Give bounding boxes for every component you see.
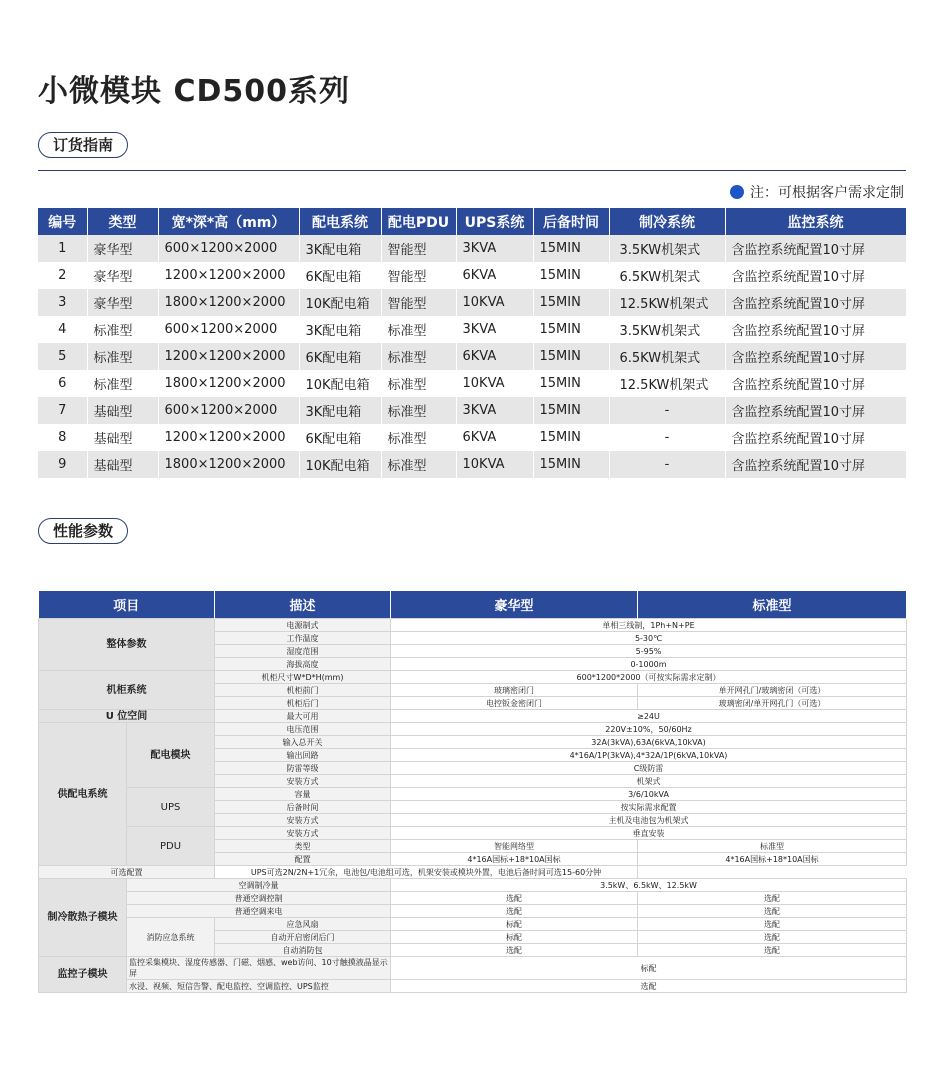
page-title: 小微模块 CD500系列 [38,74,350,109]
order-cell: 1800×1200×2000 [158,370,299,397]
order-cell: 6K配电箱 [299,343,381,370]
order-cell: - [609,451,725,478]
value-cell: 220V±10%，50/60Hz [391,723,907,736]
desc-cell: 电源制式 [215,619,391,632]
order-cell: 3K配电箱 [299,316,381,343]
table-row [39,905,907,918]
order-cell: 10KVA [456,289,533,316]
order-cell: - [609,424,725,451]
table-row [39,879,907,892]
order-cell: 600×1200×2000 [158,316,299,343]
order-cell: 10KVA [456,451,533,478]
desc-cell: 安装方式 [215,814,391,827]
value-cell: 电控钣金密闭门 [391,697,638,710]
order-cell: 6KVA [456,424,533,451]
desc-cell: 自动消防包 [215,944,391,957]
perf-header-standard: 标准型 [638,591,907,619]
table-row [39,866,907,879]
table-row [39,957,907,980]
order-cell: 600×1200×2000 [158,397,299,424]
desc-cell: 后备时间 [215,801,391,814]
table-row [39,619,907,632]
desc-cell: 最大可用 [215,710,391,723]
desc-cell: 可选配置 [39,866,215,879]
perf-header-desc: 描述 [215,591,391,619]
desc-cell: 安装方式 [215,827,391,840]
order-cell: 10K配电箱 [299,289,381,316]
value-cell: 选配 [391,892,638,905]
table-row [39,827,907,840]
order-cell: 智能型 [381,235,456,262]
order-cell: 10KVA [456,370,533,397]
order-cell: 基础型 [87,451,158,478]
value-cell: ≥24U [391,710,907,723]
order-header-cell: UPS系统 [456,208,533,235]
order-cell: 豪华型 [87,289,158,316]
value-cell: UPS可选2N/2N+1冗余，电池包/电池组可选，机架安装或模块外置，电池后备时间可选15-60分钟 [215,866,638,879]
order-cell: 3KVA [456,316,533,343]
order-header-cell: 编号 [38,208,87,235]
order-cell: 3 [38,289,87,316]
order-cell: 豪华型 [87,262,158,289]
desc-cell: 安装方式 [215,775,391,788]
order-cell: 标准型 [87,316,158,343]
order-cell: 8 [38,424,87,451]
value-cell: 主机及电池包为机架式 [391,814,907,827]
table-row [38,235,906,262]
value-cell: 3/6/10kVA [391,788,907,801]
order-cell: 6 [38,370,87,397]
value-cell: 4*16A国标+18*10A国标 [638,853,907,866]
order-cell: 标准型 [87,370,158,397]
order-cell: 3.5KW机架式 [609,235,725,262]
subgroup-label: PDU [127,827,215,866]
order-cell: 标准型 [381,316,456,343]
order-cell: 1 [38,235,87,262]
desc-cell: 普通空调控制 [127,892,391,905]
desc-cell: 普通空调来电 [127,905,391,918]
value-cell: 标配 [391,957,907,980]
table-row [38,424,906,451]
table-row [39,892,907,905]
desc-cell: 防雷等级 [215,762,391,775]
value-cell: 4*16A国标+18*10A国标 [391,853,638,866]
value-cell: 5-30℃ [391,632,907,645]
order-cell: 6.5KW机架式 [609,343,725,370]
table-row [38,343,906,370]
value-cell: 选配 [638,944,907,957]
order-cell: 6.5KW机架式 [609,262,725,289]
section-divider [38,170,906,171]
perf-table [38,591,907,993]
order-cell: 豪华型 [87,235,158,262]
order-cell: 标准型 [381,397,456,424]
desc-cell: 电压范围 [215,723,391,736]
desc-cell: 机柜后门 [215,697,391,710]
table-row [38,316,906,343]
value-cell: 玻璃密闭/单开网孔门（可选） [638,697,907,710]
desc-cell: 监控采集模块、湿度传感器、门磁、烟感、web访问、10寸触摸液晶显示屏 [127,957,391,980]
group-label: 监控子模块 [39,957,127,993]
order-cell: 1800×1200×2000 [158,289,299,316]
value-cell: 智能网络型 [391,840,638,853]
value-cell: 选配 [638,892,907,905]
order-cell: 3K配电箱 [299,397,381,424]
order-header-cell: 类型 [87,208,158,235]
desc-cell: 类型 [215,840,391,853]
desc-cell: 输入总开关 [215,736,391,749]
order-cell: 3KVA [456,397,533,424]
desc-cell: 水浸、视频、短信告警、配电监控、空调监控、UPS监控 [127,980,391,993]
table-row [38,451,906,478]
value-cell: 3.5kW、6.5kW、12.5kW [391,879,907,892]
desc-cell: 工作温度 [215,632,391,645]
order-cell: 1200×1200×2000 [158,262,299,289]
order-cell: 15MIN [533,451,609,478]
value-cell: 标配 [391,931,638,944]
order-cell: 12.5KW机架式 [609,289,725,316]
order-table [38,208,907,478]
desc-cell: 应急风扇 [215,918,391,931]
desc-cell: 海拔高度 [215,658,391,671]
value-cell: 32A(3kVA),63A(6kVA,10kVA) [391,736,907,749]
value-cell: 选配 [638,905,907,918]
order-cell: 15MIN [533,343,609,370]
order-cell: 15MIN [533,424,609,451]
value-cell: 单开网孔门/玻璃密闭（可选） [638,684,907,697]
order-cell: 12.5KW机架式 [609,370,725,397]
table-row [39,671,907,684]
value-cell: 垂直安装 [391,827,907,840]
section-order-label: 订货指南 [38,132,128,158]
order-cell: 15MIN [533,289,609,316]
order-cell: 15MIN [533,262,609,289]
value-cell: 4*16A/1P(3kVA),4*32A/1P(6kVA,10kVA) [391,749,907,762]
desc-cell: 机柜尺寸W*D*H(mm) [215,671,391,684]
group-label: 机柜系统 [39,671,215,710]
value-cell: 0-1000m [391,658,907,671]
desc-cell: 机柜前门 [215,684,391,697]
table-row [38,262,906,289]
table-row [38,289,906,316]
order-cell: 4 [38,316,87,343]
group-label: 整体参数 [39,619,215,671]
order-cell: 600×1200×2000 [158,235,299,262]
table-row [39,788,907,801]
order-cell: 1200×1200×2000 [158,343,299,370]
order-cell: 标准型 [87,343,158,370]
order-cell: 含监控系统配置10寸屏 [725,316,906,343]
order-header-cell: 制冷系统 [609,208,725,235]
order-cell: 标准型 [381,424,456,451]
table-row [39,710,907,723]
table-row [38,370,906,397]
order-cell: 基础型 [87,424,158,451]
perf-header-item: 项目 [39,591,215,619]
value-cell: C级防雷 [391,762,907,775]
value-cell: 600*1200*2000（可按实际需求定制） [391,671,907,684]
order-cell: 含监控系统配置10寸屏 [725,235,906,262]
order-cell: 3KVA [456,235,533,262]
order-header-cell: 监控系统 [725,208,906,235]
order-cell: 6K配电箱 [299,424,381,451]
order-cell: 3.5KW机架式 [609,316,725,343]
order-header-cell: 后备时间 [533,208,609,235]
value-cell: 按实际需求配置 [391,801,907,814]
table-row [39,723,907,736]
order-cell: 5 [38,343,87,370]
subgroup-label: UPS [127,788,215,827]
desc-cell: 自动开启密闭后门 [215,931,391,944]
order-cell: 10K配电箱 [299,451,381,478]
value-cell: 单相三线制，1Ph+N+PE [391,619,907,632]
order-cell: 含监控系统配置10寸屏 [725,397,906,424]
order-cell: 15MIN [533,316,609,343]
order-cell: 基础型 [87,397,158,424]
order-cell: 标准型 [381,370,456,397]
value-cell: 标准型 [638,840,907,853]
bullet-dot-icon [730,185,744,199]
order-cell: 标准型 [381,343,456,370]
subgroup-label: 配电模块 [127,723,215,788]
value-cell: 选配 [391,905,638,918]
order-cell: 1200×1200×2000 [158,424,299,451]
value-cell: 5-95% [391,645,907,658]
order-cell: 6KVA [456,262,533,289]
order-header-cell: 宽*深*高（mm） [158,208,299,235]
section-perf-label: 性能参数 [38,518,128,544]
order-cell: 标准型 [381,451,456,478]
order-cell: 含监控系统配置10寸屏 [725,424,906,451]
group-label: 供配电系统 [39,723,127,866]
order-cell: 15MIN [533,235,609,262]
order-header-cell: 配电PDU [381,208,456,235]
order-cell: 智能型 [381,262,456,289]
perf-header-deluxe: 豪华型 [391,591,638,619]
desc-cell: 配置 [215,853,391,866]
table-row [39,918,907,931]
order-cell: 7 [38,397,87,424]
value-cell: 玻璃密闭门 [391,684,638,697]
order-cell: 智能型 [381,289,456,316]
value-cell: 选配 [391,980,907,993]
order-cell: 含监控系统配置10寸屏 [725,289,906,316]
order-cell: 含监控系统配置10寸屏 [725,343,906,370]
value-cell: 标配 [391,918,638,931]
group-label: 制冷散热子模块 [39,879,127,957]
note [730,182,904,202]
order-cell: 2 [38,262,87,289]
order-cell: 6K配电箱 [299,262,381,289]
order-cell: 1800×1200×2000 [158,451,299,478]
note-text: 注：可根据客户需求定制 [750,185,904,201]
value-cell: 选配 [638,931,907,944]
order-cell: 15MIN [533,370,609,397]
desc-cell: 空调制冷量 [127,879,391,892]
order-cell: 10K配电箱 [299,370,381,397]
group-label: U 位空间 [39,710,215,723]
order-cell: 3K配电箱 [299,235,381,262]
value-cell: 选配 [638,918,907,931]
order-cell: 9 [38,451,87,478]
order-cell: 15MIN [533,397,609,424]
order-cell: - [609,397,725,424]
order-cell: 6KVA [456,343,533,370]
order-cell: 含监控系统配置10寸屏 [725,451,906,478]
desc-cell: 湿度范围 [215,645,391,658]
order-header-cell: 配电系统 [299,208,381,235]
table-row [38,397,906,424]
order-cell: 含监控系统配置10寸屏 [725,262,906,289]
subgroup-label: 消防应急系统 [127,918,215,957]
order-cell: 含监控系统配置10寸屏 [725,370,906,397]
desc-cell: 容量 [215,788,391,801]
value-cell: 机架式 [391,775,907,788]
desc-cell: 输出回路 [215,749,391,762]
value-cell: 选配 [391,944,638,957]
table-row [39,980,907,993]
